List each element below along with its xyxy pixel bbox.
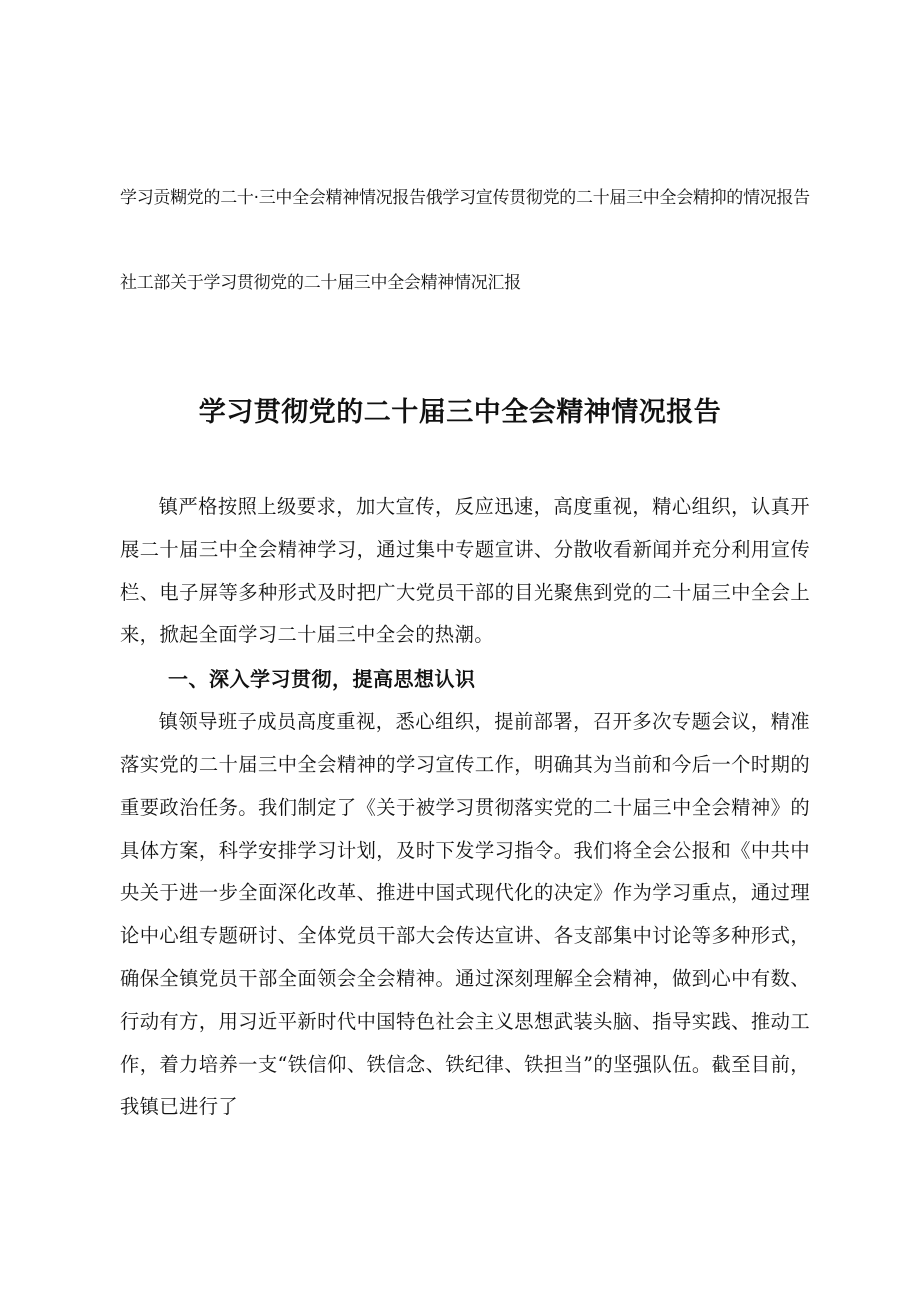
section-1-paragraph: 镇领导班子成员高度重视，悉心组织，提前部署，召开多次专题会议，精准落实党的二十届三中全会精神的学习宣传工作，明确其为当前和今后一个时期的重要政治任务。我们制定了《关于被学习贯彻落实党的二十届三中全会精神》的具体方案，科学安排学习计划，及时下发学习指令。我们将全会公报和《中共中央关于进一步全面深化改革、推进中国式现代化的决定》作为学习重点，通过理论中心组专题研讨、全体党员干部大会传达宣讲、各支部集中讨论等多种形式，确保全镇党员干部全面领会全会精神。通过深刻理解全会精神，做到心中有数、行动有方，用习近平新时代中国特色社会主义思想武装头脑、指导实践、推动工作，着力培养一支“铁信仰、铁信念、铁纪律、铁担当”的坚强队伍。截至目前，我镇已进行了 xyxy=(120,710,810,1119)
toc-item-1[interactable]: 学习贡糊党的二十·三中全会精神情况报告俄学习宣传贯彻党的二十届三中全会精抑的情况报告 xyxy=(120,188,810,208)
section-heading-1: 一、深入学习贯彻，提高思想认识 xyxy=(168,667,476,692)
toc-item-2[interactable]: 社工部关于学习贯彻党的二十届三中全会精神情况汇报 xyxy=(120,273,521,293)
document-title: 学习贯彻党的二十届三中全会精神情况报告 xyxy=(198,397,722,428)
intro-paragraph: 镇严格按照上级要求，加大宣传，反应迅速，高度重视，精心组织，认真开展二十届三中全会精神学习，通过集中专题宣讲、分散收看新闻并充分利用宣传栏、电子屏等多种形式及时把广大党员干部的目光聚焦到党的二十届三中全会上来，掀起全面学习二十届三中全会的热潮。 xyxy=(120,495,810,647)
document-body xyxy=(120,486,810,1129)
